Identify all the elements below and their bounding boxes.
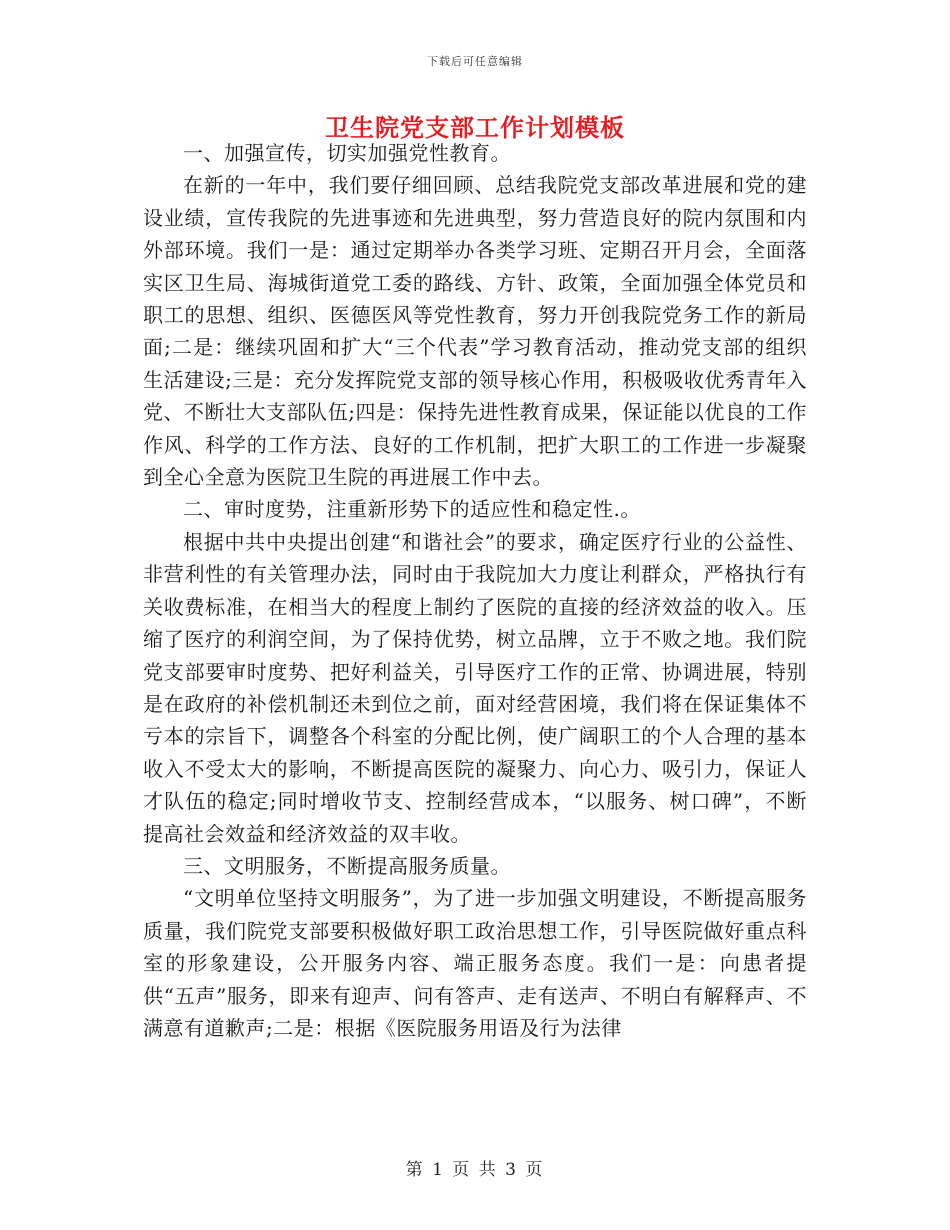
section-heading-1: 一、加强宣传，切实加强党性教育。 [183,141,511,165]
document-title: 卫生院党支部工作计划模板 [325,113,625,142]
paragraph-1: 在新的一年中，我们要仔细回顾、总结我院党支部改革进展和党的建设业绩，宣传我院的先进事迹和先进典型，努力营造良好的院内氛围和内外部环境。我们一是：通过定期举办各类学习班、定期召开月会，全面落实区卫生局、海城街道党工委的路线、方针、政策，全面加强全体党员和职工的思想、组织、医德医风等党性教育，努力开创我院党务工作的新局面;二是：继续巩固和扩大“三个代表”学习教育活动，推动党支部的组织生活建设;三是：充分发挥院党支部的领导核心作用，积极吸收优秀青年入党、不断壮大支部队伍;四是：保持先进性教育成果，保证能以优良的工作作风、科学的工作方法、良好的工作机制，把扩大职工的工作进一步凝聚到全心全意为医院卫生院的再进展工作中去。 [143,173,807,490]
document-body [143,137,807,1044]
section-heading-2: 二、审时度势，注重新形势下的适应性和稳定性.。 [183,497,641,522]
paragraph-2: 根据中共中央提出创建“和谐社会”的要求，确定医疗行业的公益性、非营利性的有关管理办法，同时由于我院加大力度让利群众，严格执行有关收费标准，在相当大的程度上制约了医院的直接的经济效益的收入。压缩了医疗的利润空间，为了保持优势，树立品牌，立于不败之地。我们院党支部要审时度势、把好利益关，引导医疗工作的正常、协调进展，特别是在政府的补偿机制还未到位之前，面对经营困境，我们将在保证集体不亏本的宗旨下，调整各个科室的分配比例，使广阔职工的个人合理的基本收入不受太大的影响，不断提高医院的凝聚力、向心力、吸引力，保证人才队伍的稳定;同时增收节支、控制经营成本，“以服务、树口碑”，不断提高社会效益和经济效益的双丰收。 [143,529,807,846]
header-note: 下载后可任意编辑 [427,55,523,68]
page-number: 第 1 页 共 3 页 [405,1160,545,1180]
paragraph-3: “文明单位坚持文明服务”，为了进一步加强文明建设，不断提高服务质量，我们院党支部要积极做好职工政治思想工作，引导医院做好重点科室的形象建设，公开服务内容、端正服务态度。我们一是：向患者提供“五声”服务，即来有迎声、问有答声、走有送声、不明白有解释声、不满意有道歉声;二是：根据《医院服务用语及行为法律 [143,886,807,1040]
section-heading-3: 三、文明服务，不断提高服务质量。 [183,853,511,878]
